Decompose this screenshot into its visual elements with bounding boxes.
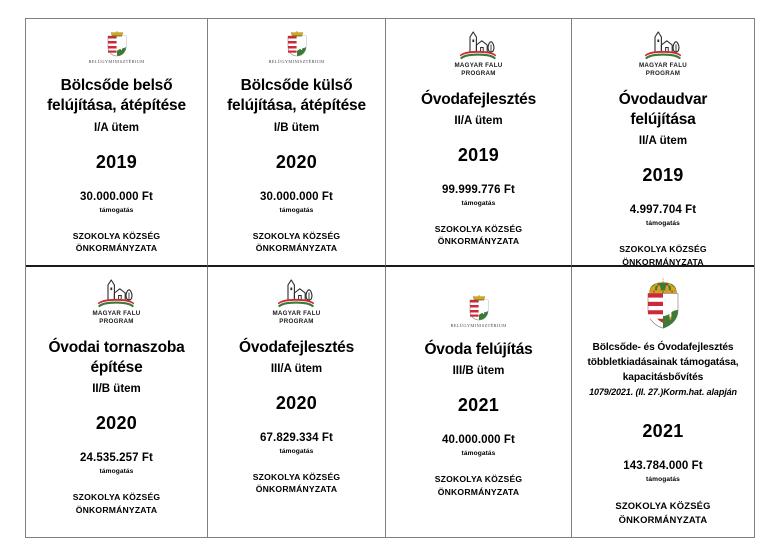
plaque-phase: I/B ütem [273,121,320,134]
plaque-owner: SZOKOLYA KÖZSÉG ÖNKORMÁNYZATA [252,230,341,254]
plaque-owner: SZOKOLYA KÖZSÉG ÖNKORMÁNYZATA [615,500,711,525]
plaque-amount-label: támogatás [279,447,314,455]
ministry-crest-icon [88,31,144,64]
ministry-crest-glyph [286,31,308,57]
plaque-amount-label: támogatás [99,206,134,214]
village-program-caption: MAGYAR FALU PROGRAM [638,62,688,77]
plaque-legal-reference: 1079/2021. (II. 27.)Korm.hat. alapján [589,387,737,398]
plaque-amount: 99.999.776 Ft [442,183,515,196]
plaque-year: 2021 [457,395,500,416]
ministry-crest-glyph [468,295,490,321]
plaque-year: 2020 [275,392,318,413]
plaque-phase: II/A ütem [638,135,688,148]
plaque-amount-label: támogatás [99,468,134,476]
plaque-amount: 67.829.334 Ft [260,431,333,444]
village-program-glyph [275,277,317,309]
plaque-phase: II/A ütem [454,114,503,127]
project-plaque-board [25,18,755,538]
plaque-title: Óvodaudvar felújítása [618,90,708,128]
village-program-glyph [642,29,684,61]
village-program-caption: MAGYAR FALU PROGRAM [454,62,503,77]
plaque-owner: SZOKOLYA KÖZSÉG ÖNKORMÁNYZATA [72,492,161,515]
plaque-title: Bölcsőde- és Óvodafejlesztés többletkiadásainak támogatása, kapacitásbővítés [587,342,739,383]
plaque-phase: I/A ütem [94,121,139,134]
plaque-cell-7 [386,267,572,537]
plaque-cell-3 [386,19,572,267]
village-program-icon [92,277,140,326]
plaque-title: Óvodai tornaszoba építése [48,338,185,376]
plaque-phase: III/B ütem [452,365,505,378]
plaque-year: 2019 [642,165,684,186]
plaque-cell-4 [572,19,754,267]
plaque-cell-1 [26,19,208,267]
village-program-icon [272,277,320,326]
village-program-caption: MAGYAR FALU PROGRAM [272,310,321,325]
plaque-amount-label: támogatás [461,199,496,207]
plaque-year: 2021 [642,421,684,442]
plaque-phase: III/A ütem [270,362,323,375]
plaque-amount: 24.535.257 Ft [80,452,153,465]
village-program-caption: MAGYAR FALU PROGRAM [92,310,141,325]
plaque-amount-label: támogatás [461,450,496,458]
plaque-year: 2019 [95,151,138,172]
village-program-icon [454,29,502,78]
plaque-amount-label: támogatás [279,206,314,214]
ministry-crest-icon [268,31,324,64]
ministry-caption: BELÜGYMINISZTÉRIUM [268,59,325,64]
ministry-caption: BELÜGYMINISZTÉRIUM [450,323,507,328]
plaque-amount: 40.000.000 Ft [442,434,515,447]
plaque-title: Óvoda felújítás [424,341,533,358]
plaque-owner: SZOKOLYA KÖZSÉG ÖNKORMÁNYZATA [252,471,341,495]
plaque-cell-6 [208,267,386,537]
coat-of-arms-colour-glyph [643,277,683,329]
plaque-owner: SZOKOLYA KÖZSÉG ÖNKORMÁNYZATA [434,223,523,247]
plaque-amount-label: támogatás [646,220,680,228]
plaque-title: Óvodafejlesztés [238,338,355,356]
plaque-owner: SZOKOLYA KÖZSÉG ÖNKORMÁNYZATA [72,230,161,254]
plaque-title: Bölcsőde belső felújítása, átépítése [47,77,186,115]
plaque-phase: II/B ütem [92,383,141,396]
plaque-cell-8 [572,267,754,537]
plaque-cell-2 [208,19,386,267]
coat-of-arms-colour-icon [643,277,683,329]
plaque-year: 2019 [457,144,500,165]
ministry-crest-glyph [106,31,128,57]
plaque-amount: 30.000.000 Ft [80,190,153,203]
plaque-year: 2020 [275,151,318,172]
plaque-owner: SZOKOLYA KÖZSÉG ÖNKORMÁNYZATA [434,474,523,497]
village-program-icon [639,29,687,78]
plaque-amount: 4.997.704 Ft [629,204,697,217]
ministry-crest-icon [450,295,506,328]
plaque-cell-5 [26,267,208,537]
plaque-amount-label: támogatás [646,476,680,484]
plaque-amount: 143.784.000 Ft [623,460,703,473]
ministry-caption: BELÜGYMINISZTÉRIUM [88,59,145,64]
plaque-year: 2020 [95,413,138,434]
plaque-grid [26,19,754,537]
plaque-title: Bölcsőde külső felújítása, átépítése [227,77,366,115]
plaque-amount: 30.000.000 Ft [260,190,333,203]
plaque-title: Óvodafejlesztés [420,90,537,108]
village-program-glyph [95,277,137,309]
plaque-owner: SZOKOLYA KÖZSÉG ÖNKORMÁNYZATA [619,244,707,267]
village-program-glyph [457,29,499,61]
